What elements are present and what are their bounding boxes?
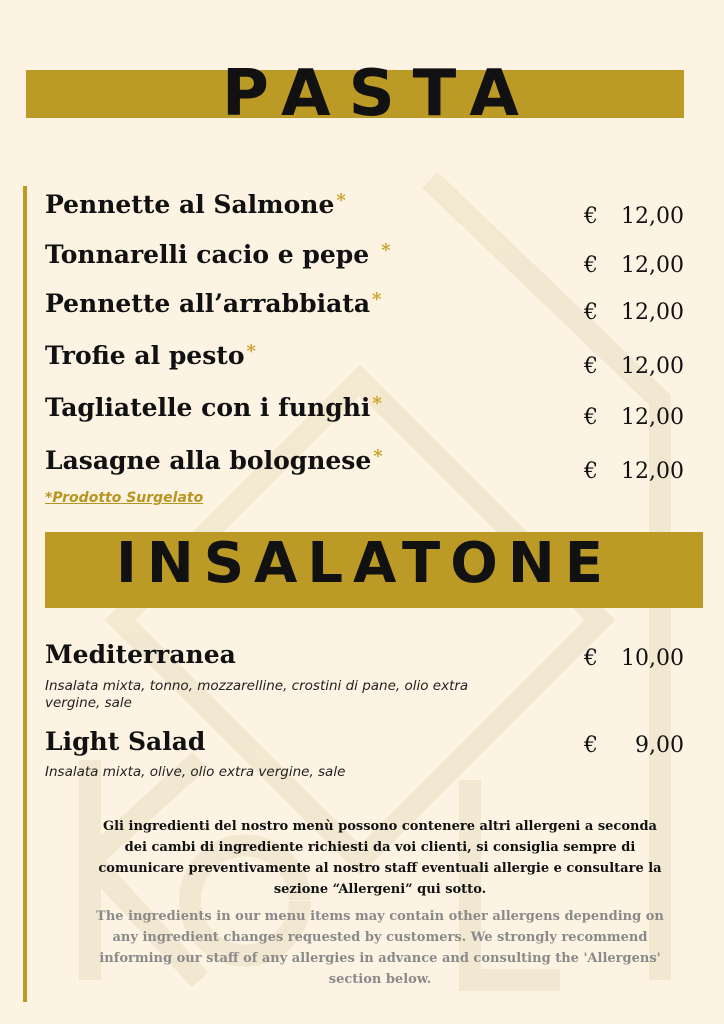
menu-item-name: Pennette al Salmone *: [45, 190, 346, 219]
frozen-star: *: [372, 289, 382, 310]
salad-item-name: Mediterranea: [45, 640, 236, 669]
frozen-star: *: [336, 190, 346, 211]
menu-item-price: € 12,00: [584, 204, 684, 229]
frozen-star: *: [246, 341, 256, 362]
menu-item-name: Trofie al pesto *: [45, 341, 256, 370]
menu-item-price: € 12,00: [584, 354, 684, 379]
frozen-product-note: *Prodotto Surgelato: [45, 490, 204, 506]
salad-item-name: Light Salad: [45, 727, 206, 756]
pasta-title: PASTA: [222, 57, 537, 131]
menu-item-name: Tagliatelle con i funghi *: [45, 393, 382, 422]
salad-item-price: € 9,00: [584, 733, 684, 758]
left-accent-rule: [23, 186, 27, 1002]
menu-item-name: Lasagne alla bolognese *: [45, 446, 383, 475]
menu-item-price: € 12,00: [584, 459, 684, 484]
menu-item-name: Pennette all’arrabbiata *: [45, 289, 382, 318]
allergen-notice-english: The ingredients in our menu items may contain other allergens depending on any ingredient changes requested by customers. We strongly recommend informing our staff of any allergies in advance and consulting the 'Allergens' section below.: [96, 909, 664, 987]
menu-item-name: Tonnarelli cacio e pepe *: [45, 240, 391, 269]
salad-item-description: Insalata mixta, tonno, mozzarelline, crostini di pane, olio extra vergine, sale: [45, 678, 469, 711]
menu-item-price: € 12,00: [584, 405, 684, 430]
menu-item-price: € 12,00: [584, 300, 684, 325]
salad-item-description: Insalata mixta, olive, olio extra vergine, sale: [45, 764, 346, 780]
frozen-star: *: [373, 446, 383, 467]
allergen-notice-italian: Gli ingredienti del nostro menù possono contenere altri allergeni a seconda dei cambi di ingrediente richiesti da voi clienti, si consiglia sempre di comunicare preventivamente al nostro staff eventuali allergie e consultare la sezione “Allergeni” qui sotto.: [98, 819, 662, 897]
menu-item-price: € 12,00: [584, 253, 684, 278]
frozen-star: *: [381, 240, 391, 261]
salad-item-price: € 10,00: [584, 646, 684, 671]
frozen-star: *: [372, 393, 382, 414]
insalatone-title: INSALATONE: [116, 531, 613, 596]
